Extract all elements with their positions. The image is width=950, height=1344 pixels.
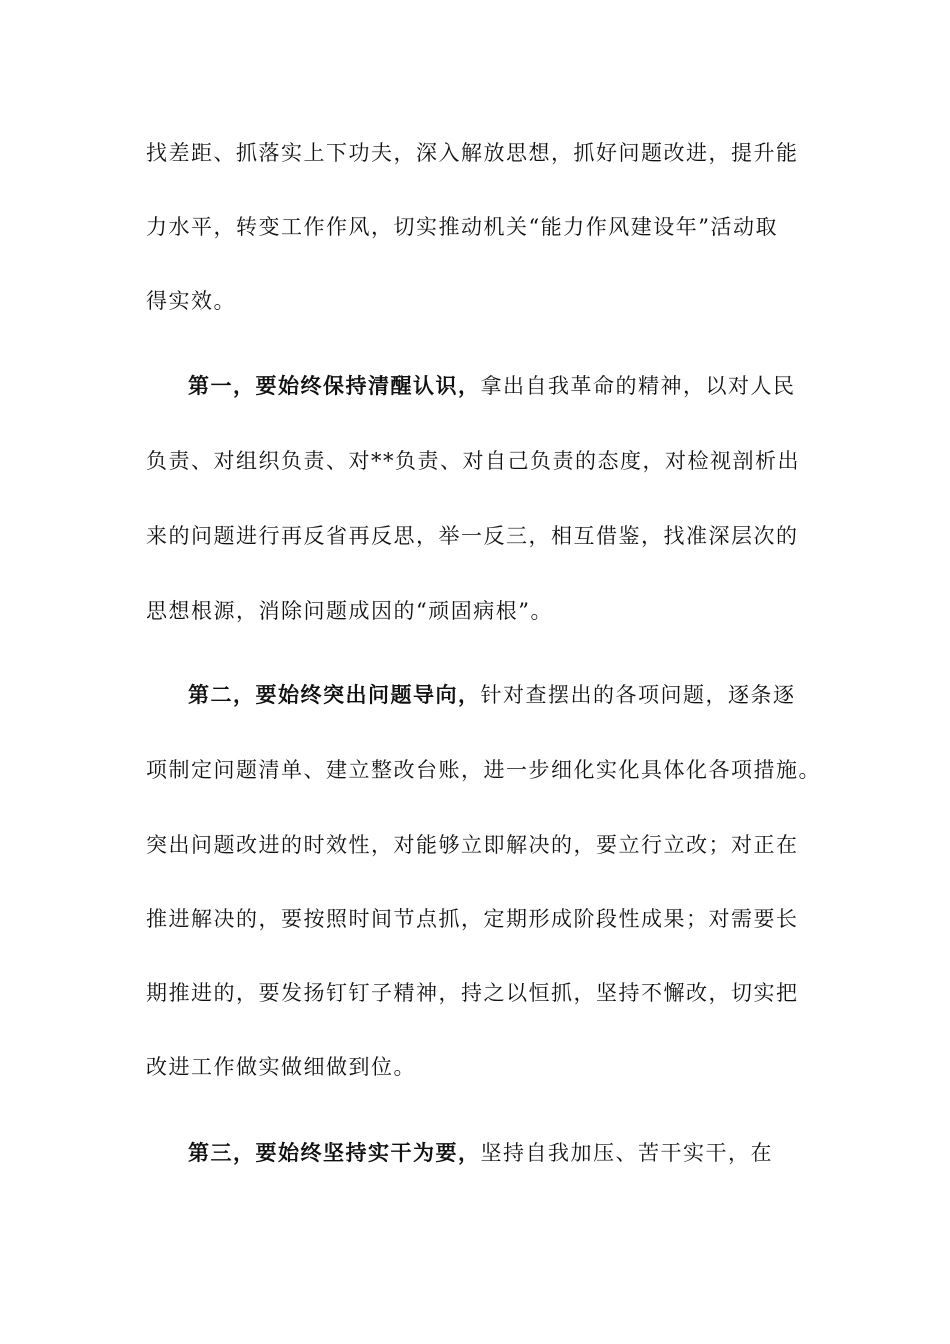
- para1-first-rest: 拿出自我革命的精神，以对人民: [480, 374, 796, 398]
- para2-first-line: [188, 680, 796, 710]
- intro-line-3: 得实效。: [146, 289, 236, 313]
- intro-line-2: 力水平，转变工作作风，切实推动机关“能力作风建设年”活动取: [146, 215, 778, 239]
- para3-lead: 第三，要始终坚持实干为要，: [188, 1140, 481, 1165]
- para2-line-6: 改进工作做实做细做到位。: [146, 1055, 416, 1079]
- para2-line-5: 期推进的，要发扬钉钉子精神，持之以恒抓，坚持不懈改，切实把: [146, 981, 799, 1005]
- para1-line-2: 负责、对组织负责、对**负责、对自己负责的态度，对检视剖析出: [146, 449, 800, 473]
- para3-first-rest: 坚持自我加压、苦干实干，在: [480, 1141, 773, 1165]
- para3-first-line: [188, 1138, 773, 1168]
- para2-line-4: 推进解决的，要按照时间节点抓，定期形成阶段性成果；对需要长: [146, 907, 799, 931]
- para1-line-3: 来的问题进行再反省再反思，举一反三，相互借鉴，找准深层次的: [146, 524, 799, 548]
- intro-line-1: 找差距、抓落实上下功夫，深入解放思想，抓好问题改进，提升能: [146, 141, 799, 165]
- para2-first-rest: 针对查摆出的各项问题，逐条逐: [480, 683, 796, 707]
- para1-first-line: [188, 371, 796, 401]
- para1-line-4: 思想根源，消除问题成因的“顽固病根”。: [146, 599, 553, 623]
- para2-line-3: 突出问题改进的时效性，对能够立即解决的，要立行立改；对正在: [146, 833, 799, 857]
- para2-lead: 第二，要始终突出问题导向，: [188, 682, 481, 707]
- para2-line-2: 项制定问题清单、建立整改台账，进一步细化实化具体化各项措施。: [146, 758, 821, 782]
- para1-lead: 第一，要始终保持清醒认识，: [188, 373, 481, 398]
